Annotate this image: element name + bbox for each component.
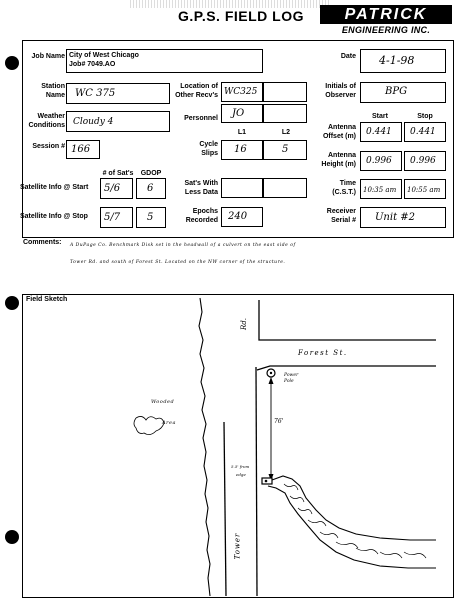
sats-start-value: 5/6 [104,183,121,194]
job-number-value: Job# 7049.AO [69,61,116,68]
logo-wordmark: PATRICK [320,5,452,24]
antenna-offset-label: Antenna Offset (m) [322,124,356,140]
personnel-label: Personnel [184,115,218,122]
session-value: 166 [71,144,91,155]
cycle-slips-l2-value: 5 [282,144,289,155]
tower-road-west-edge [224,422,226,596]
l1-header: L1 [237,129,247,136]
wooded-label-1: Wooded [151,399,175,405]
tower-road-label: Tower [233,532,242,560]
comment-line-2: Tower Rd. and south of Forest St. Located on the NW corner of the structure. [70,260,286,265]
cycle-slips-label: Cycle Slips [199,141,218,157]
time-start-value: 10:35 am [363,186,397,194]
location-other-value: WC325 [224,87,258,97]
sats-stop-value: 5/7 [104,212,121,223]
antenna-offset-stop-value: 0.441 [410,127,436,137]
tower-road-east-edge [256,367,257,596]
wooded-area-boundary [134,416,164,434]
epochs-value: 240 [228,211,248,222]
stop-header: Stop [417,113,433,120]
cycle-slips-l1-value: 16 [234,144,247,155]
edge-note-1: 5.5' from [231,464,250,469]
sat-info-stop-label: Satellite Info @ Stop [20,213,88,220]
antenna-height-label: Antenna Height (m) [321,152,356,168]
antenna-height-stop-value: 0.996 [410,156,436,166]
gdop-header: GDOP [140,170,162,177]
gdop-start-value: 6 [147,183,154,194]
personnel-value: JO [232,108,245,119]
station-name-label: Station Name [41,83,65,99]
date-label: Date [340,53,356,60]
epochs-label: Epochs Recorded [185,208,218,224]
station-name-value: WC 375 [75,88,116,99]
antenna-height-start-value: 0.996 [366,156,392,166]
gdop-stop-value: 5 [147,212,154,223]
time-stop-value: 10:55 am [407,186,441,194]
job-name-value: City of West Chicago [69,52,139,59]
location-other-label: Location of Other Recv's [175,83,218,99]
form-title: G.P.S. FIELD LOG [178,8,304,24]
sats-less-data-label: Sat's With Less Data [184,180,218,196]
date-value: 4-1-98 [379,54,415,67]
weather-label: Weather Conditions [28,113,65,129]
stream-water [284,484,426,558]
num-sats-header: # of Sat's [102,170,134,177]
initials-label: Initials of Observer [325,83,356,99]
power-pole-label: Power Pole [284,373,299,384]
forest-st-label: Forest St. [298,349,348,357]
logo-subtitle: ENGINEERING INC. [341,25,431,35]
rd-label: Rd. [239,318,248,330]
receiver-value: Unit #2 [375,212,416,223]
comment-line-1: A DuPage Co. Benchmark Disk set in the headwall of a culvert on the east side of [70,243,296,248]
start-header: Start [372,113,388,120]
receiver-label: Receiver Serial # [326,208,356,224]
antenna-offset-start-value: 0.441 [366,127,392,137]
time-label: Time (C.S.T.) [332,180,356,196]
distance-label: 76' [274,418,284,425]
job-name-label: Job Name [31,53,65,60]
comments-label: Comments: [23,239,62,246]
session-label: Session # [32,143,65,150]
initials-value: BPG [385,86,408,97]
l2-header: L2 [281,129,291,136]
sat-info-start-label: Satellite Info @ Start [20,184,89,191]
wooded-label-2: Area [162,420,176,426]
field-sketch-label: Field Sketch [26,296,68,303]
forest-st-south-edge [257,366,436,370]
forest-st-north-edge [259,300,436,340]
weather-value: Cloudy 4 [73,117,114,127]
edge-note-2: edge [236,472,246,477]
woods-edge-line [199,298,210,596]
